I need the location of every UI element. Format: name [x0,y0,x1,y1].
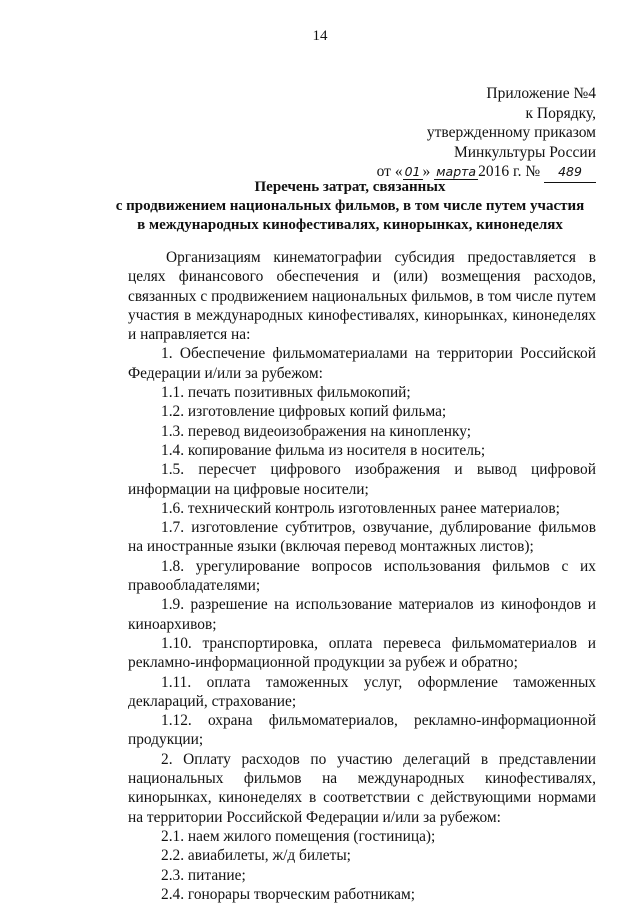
date-mid: » [422,163,431,180]
handwritten-order-number: 489 [544,162,596,183]
annex-line: утвержденному приказом [426,124,596,141]
list-item: 1. Обеспечение фильмоматериалами на территории Российской Федерации и/или за рубежом: [128,345,596,382]
title-line: с продвижением национальных фильмов, в том числе путем участия [115,198,585,214]
list-item: 1.9. разрешение на использование материалов из кинофондов и киноархивов; [128,596,596,633]
date-year: 2016 г. № [478,163,541,180]
list-item: 1.12. охрана фильмоматериалов, рекламно-информационной продукции; [128,712,596,749]
annex-line: Минкультуры России [453,143,596,161]
date-prefix: от « [376,163,403,180]
handwritten-day: 01 [404,164,421,179]
title-line: в международных кинофестивалях, кинорынках, кинонеделях [137,217,563,233]
list-item: 1.6. технический контроль изготовленных ранее материалов; [161,499,560,517]
title-line: Перечень затрат, связанных [254,179,446,195]
annex-line: к Порядку, [525,104,596,122]
list-item: 1.5. пересчет цифрового изображения и вывод цифровой информации на цифровые носители; [128,461,596,498]
document-title [90,178,610,235]
annex-line: Приложение №4 [486,85,596,102]
page-number: 14 [312,28,328,44]
list-item: 1.10. транспортировка, оплата перевеса фильмоматериалов и рекламно-информационной продукции за рубеж и обратно; [128,634,596,672]
list-item: 1.2. изготовление цифровых копий фильма; [161,403,447,421]
handwritten-month: марта [436,164,477,179]
list-item: 1.7. изготовление субтитров, озвучание, дублирование фильмов на иностранные языки (включая перевод монтажных листов); [128,519,596,556]
list-item: 2.2. авиабилеты, ж/д билеты; [161,847,351,865]
intro-paragraph: Организациям кинематографии субсидия предоставляется в целях финансового обеспечения и (или) возмещения расходов, связанных с продвижением национальных фильмов, в том числе путем участия в международных кинофестивалях, кинорынках, кинонеделях и направляется на: [128,249,596,344]
list-item: 1.11. оплата таможенных услуг, оформление таможенных деклараций, страхование; [128,673,596,710]
list-item: 2.3. питание; [161,866,246,884]
list-item: 2. Оплату расходов по участию делегаций в представлении национальных фильмов на международных кинофестивалях, кинорынках, кинонеделях в соответствии с действующими нормами на территории Российской Федерации и/или за рубежом: [128,750,596,826]
list-item: 1.4. копирование фильма из носителя в носитель; [161,441,486,459]
document-body [128,248,596,904]
list-item: 2.1. наем жилого помещения (гостиница); [161,827,436,845]
annex-header [336,84,596,183]
list-item: 2.4. гонорары творческим работникам; [161,885,416,903]
list-item: 1.1. печать позитивных фильмокопий; [161,384,411,402]
list-item: 1.3. перевод видеоизображения на кинопленку; [161,422,471,440]
list-item: 1.8. урегулирование вопросов использования фильмов с их правообладателями; [128,557,596,595]
